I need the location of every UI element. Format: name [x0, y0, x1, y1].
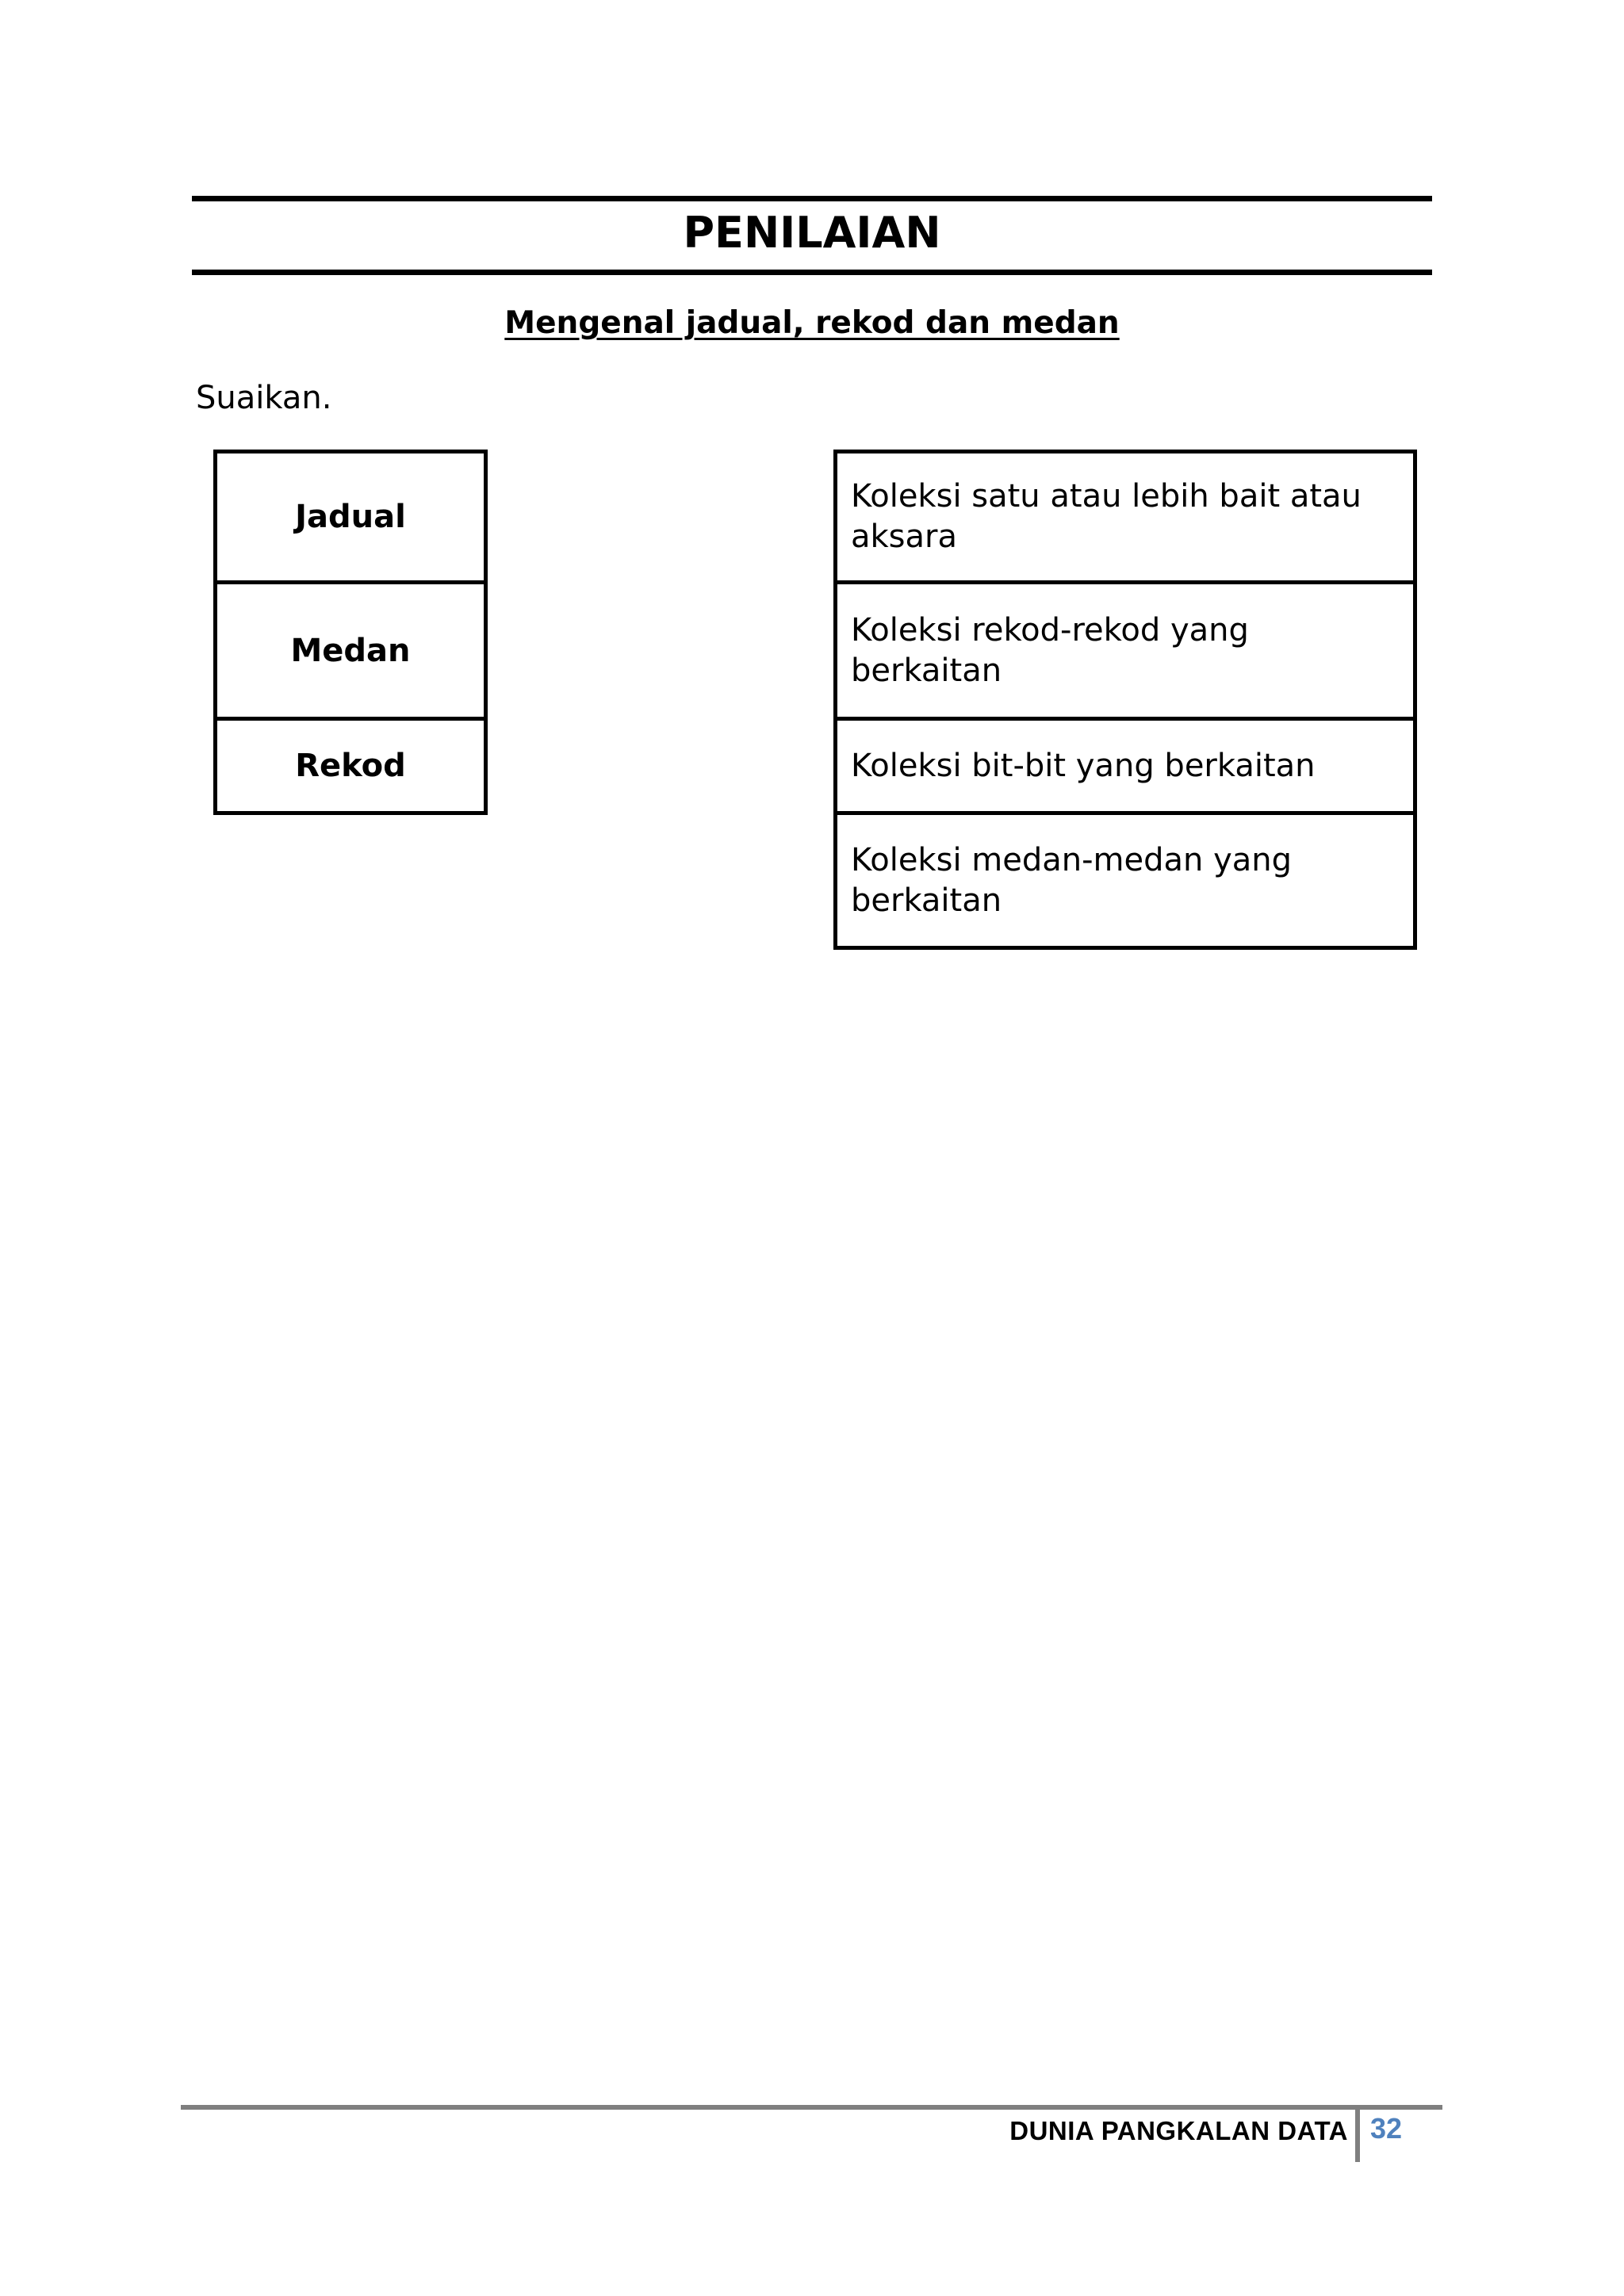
definition-text: Koleksi medan-medan yang berkaitan — [851, 841, 1292, 919]
page-title: PENILAIAN — [683, 208, 941, 258]
instruction-text: Suaikan. — [196, 380, 332, 416]
term-cell-medan[interactable] — [217, 584, 484, 717]
footer-rule — [181, 2105, 1442, 2110]
footer-book-title: DUNIA PANGKALAN DATA — [1009, 2116, 1348, 2145]
section-subtitle: Mengenal jadual, rekod dan medan — [504, 305, 1120, 341]
footer-separator — [1355, 2109, 1360, 2162]
title-bottom-rule — [192, 270, 1432, 275]
term-cell-jadual[interactable] — [217, 453, 484, 580]
definition-text: Koleksi satu atau lebih bait atau aksara — [851, 478, 1362, 555]
definitions-table — [833, 450, 1417, 950]
definition-cell[interactable] — [837, 584, 1413, 717]
definition-text: Koleksi bit-bit yang berkaitan — [851, 747, 1316, 784]
term-label: Medan — [290, 632, 411, 669]
definition-cell[interactable] — [837, 815, 1413, 946]
term-label: Jadual — [295, 499, 406, 535]
definition-cell[interactable] — [837, 453, 1413, 580]
term-cell-rekod[interactable] — [217, 721, 484, 811]
title-top-rule — [192, 196, 1432, 201]
definition-cell[interactable] — [837, 721, 1413, 811]
definition-text: Koleksi rekod-rekod yang berkaitan — [851, 611, 1249, 689]
page-number: 32 — [1370, 2112, 1403, 2145]
term-label: Rekod — [295, 748, 406, 784]
terms-table — [213, 450, 488, 815]
